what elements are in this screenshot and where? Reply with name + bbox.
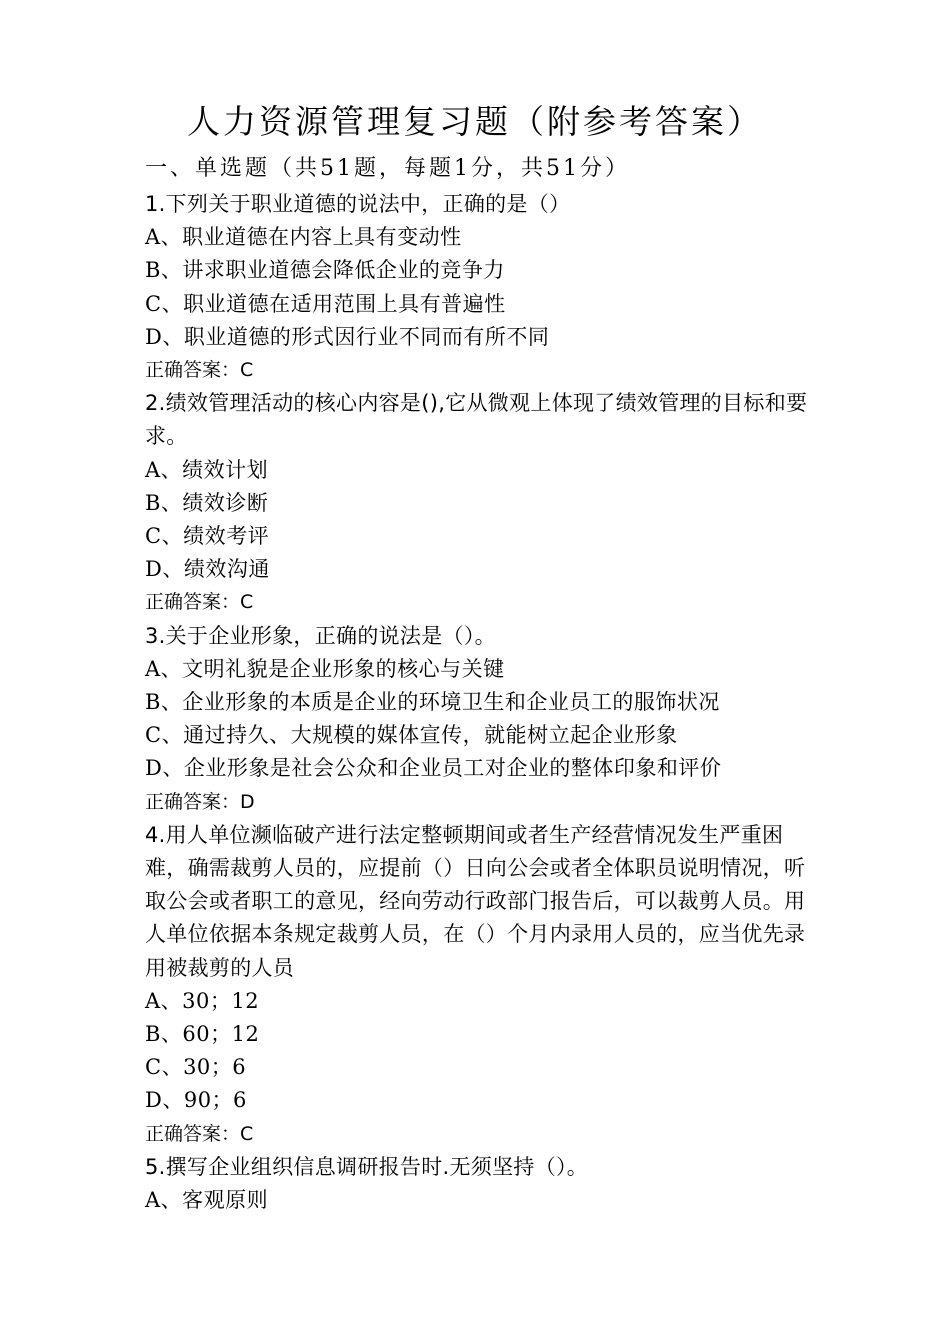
correct-answer: 正确答案：C bbox=[145, 1122, 254, 1145]
option-c: C、绩效考评 bbox=[145, 524, 270, 549]
option-a: A、客观原则 bbox=[145, 1188, 269, 1213]
option-d: D、企业形象是社会公众和企业员工对企业的整体印象和评价 bbox=[145, 756, 722, 781]
correct-answer: 正确答案：C bbox=[145, 359, 254, 382]
option-a: A、文明礼貌是企业形象的核心与关键 bbox=[145, 656, 505, 681]
option-b: B、企业形象的本质是企业的环境卫生和企业员工的服饰状况 bbox=[145, 690, 720, 715]
option-b: B、讲求职业道德会降低企业的竞争力 bbox=[145, 258, 505, 283]
option-d: D、90；6 bbox=[145, 1088, 247, 1113]
option-a: A、绩效计划 bbox=[145, 457, 269, 482]
question-text: 4.用人单位濒临破产进行法定整顿期间或者生产经营情况发生严重困难，确需裁剪人员的，应提前（）日向公会或者全体职员说明情况，听取公会或者职工的意见，经向劳动行政部门报告后，可以裁剪人员。用人单位依据本条规定裁剪人员，在（）个月内录用人员的，应当优先录用被裁剪的人员 bbox=[145, 822, 806, 980]
option-b: B、60；12 bbox=[145, 1022, 260, 1047]
question-text: 1.下列关于职业道德的说法中，正确的是（） bbox=[145, 192, 571, 216]
option-a: A、30；12 bbox=[145, 988, 260, 1013]
correct-answer: 正确答案：D bbox=[145, 790, 255, 813]
section-header: 一、单选题（共51题，每题1分，共51分） bbox=[145, 156, 630, 181]
correct-answer: 正确答案：C bbox=[145, 591, 254, 614]
option-c: C、职业道德在适用范围上具有普遍性 bbox=[145, 291, 506, 316]
question-item bbox=[145, 188, 815, 387]
option-c: C、通过持久、大规模的媒体宣传，就能树立起企业形象 bbox=[145, 723, 678, 748]
option-a: A、职业道德在内容上具有变动性 bbox=[145, 225, 462, 250]
question-item bbox=[145, 387, 815, 619]
question-list bbox=[145, 188, 815, 1217]
option-c: C、30；6 bbox=[145, 1055, 247, 1080]
option-d: D、绩效沟通 bbox=[145, 557, 270, 582]
question-item bbox=[145, 620, 815, 819]
question-item bbox=[145, 819, 815, 1151]
option-d: D、职业道德的形式因行业不同而有所不同 bbox=[145, 324, 550, 349]
question-item bbox=[145, 1151, 815, 1217]
question-text: 2.绩效管理活动的核心内容是(),它从微观上体现了绩效管理的目标和要求。 bbox=[145, 391, 808, 449]
question-text: 5.撰写企业组织信息调研报告时.无须坚持（）。 bbox=[145, 1154, 589, 1179]
option-b: B、绩效诊断 bbox=[145, 490, 269, 515]
question-text: 3.关于企业形象，正确的说法是（）。 bbox=[145, 623, 496, 648]
document-title: 人力资源管理复习题（附参考答案） bbox=[187, 102, 763, 141]
